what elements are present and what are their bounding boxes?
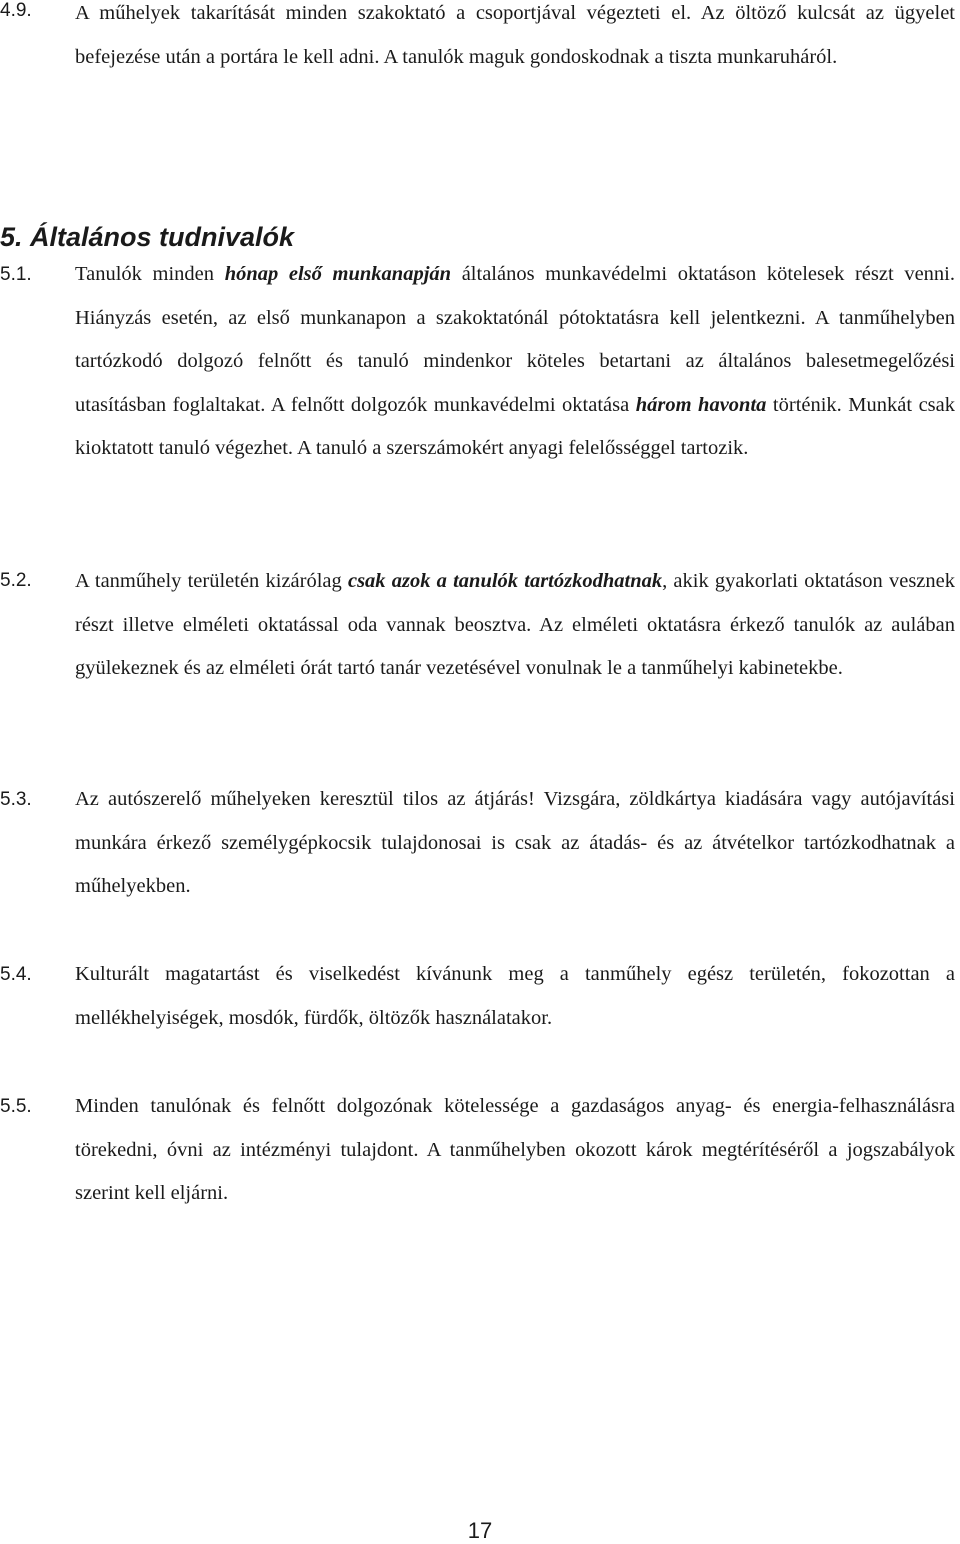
emphasis: hónap első munkanapján [224,263,452,285]
section-number: 5.4. [0,964,32,985]
section-number: 4.9. [0,0,32,21]
section-number: 5.5. [0,1096,32,1117]
section-text: A műhelyek takarítását minden szakoktató a csoportjával végezteti el. Az öltöző kulcsát az ügyelet befejezése után a portára le kell adni. A tanulók maguk gondoskodnak a tiszta munkaruháról. [75,2,955,68]
emphasis: csak azok a tanulók tartózkodhatnak [347,570,663,592]
section-number: 5.1. [0,264,32,285]
section-number: 5.2. [0,570,32,591]
emphasis: három havonta [635,393,767,416]
section-text: Az autószerelő műhelyeken keresztül tilos az átjárás! Vizsgára, zöldkártya kiadására vagy autójavítási munkára érkező személygépkocsik tulajdonosai is csak az átadás- és az átvételkor tartózkodhatnak a műhelyekben. [75,788,955,897]
section-number: 5.3. [0,789,32,810]
section-text: A tanműhely területén kizárólag csak azok a tanulók tartózkodhatnak, akik gyakorlati oktatáson vesznek részt illetve elméleti oktatással oda vannak beosztva. Az elméleti oktatásra érkező tanulók az aulában gyülekeznek és az elméleti órát tartó tanár vezetésével vonulnak le a tanműhelyi kabinetekbe. [75,570,955,679]
page-number: 17 [467,1518,493,1543]
section-text: Minden tanulónak és felnőtt dolgozónak kötelessége a gazdaságos anyag- és energia-felhasználásra törekedni, óvni az intézményi tulajdont. A tanműhelyben okozott károk megtérítéséről a jogszabályok szerint kell eljárni. [75,1095,955,1204]
section-text: Tanulók minden hónap első munkanapján általános munkavédelmi oktatáson kötelesek részt venni. Hiányzás esetén, az első munkanapon a szakoktatónál pótoktatásra kell jelentkezni. A tanműhelyben tartózkodó dolgozó felnőtt és tanuló mindenkor köteles betartani az általános balesetmegelőzési utasításban foglaltakat. A felnőtt dolgozók munkavédelmi oktatása három havonta történik. Munkát csak kioktatott tanuló végezhet. A tanuló a szerszámokért anyagi felelősséggel tartozik. [75,263,956,459]
section-text: Kulturált magatartást és viselkedést kívánunk meg a tanműhely egész területén, fokozottan a mellékhelyiségek, mosdók, fürdők, öltözők használatakor. [75,963,955,1029]
section-heading: 5. Általános tudnivalók [0,222,295,252]
